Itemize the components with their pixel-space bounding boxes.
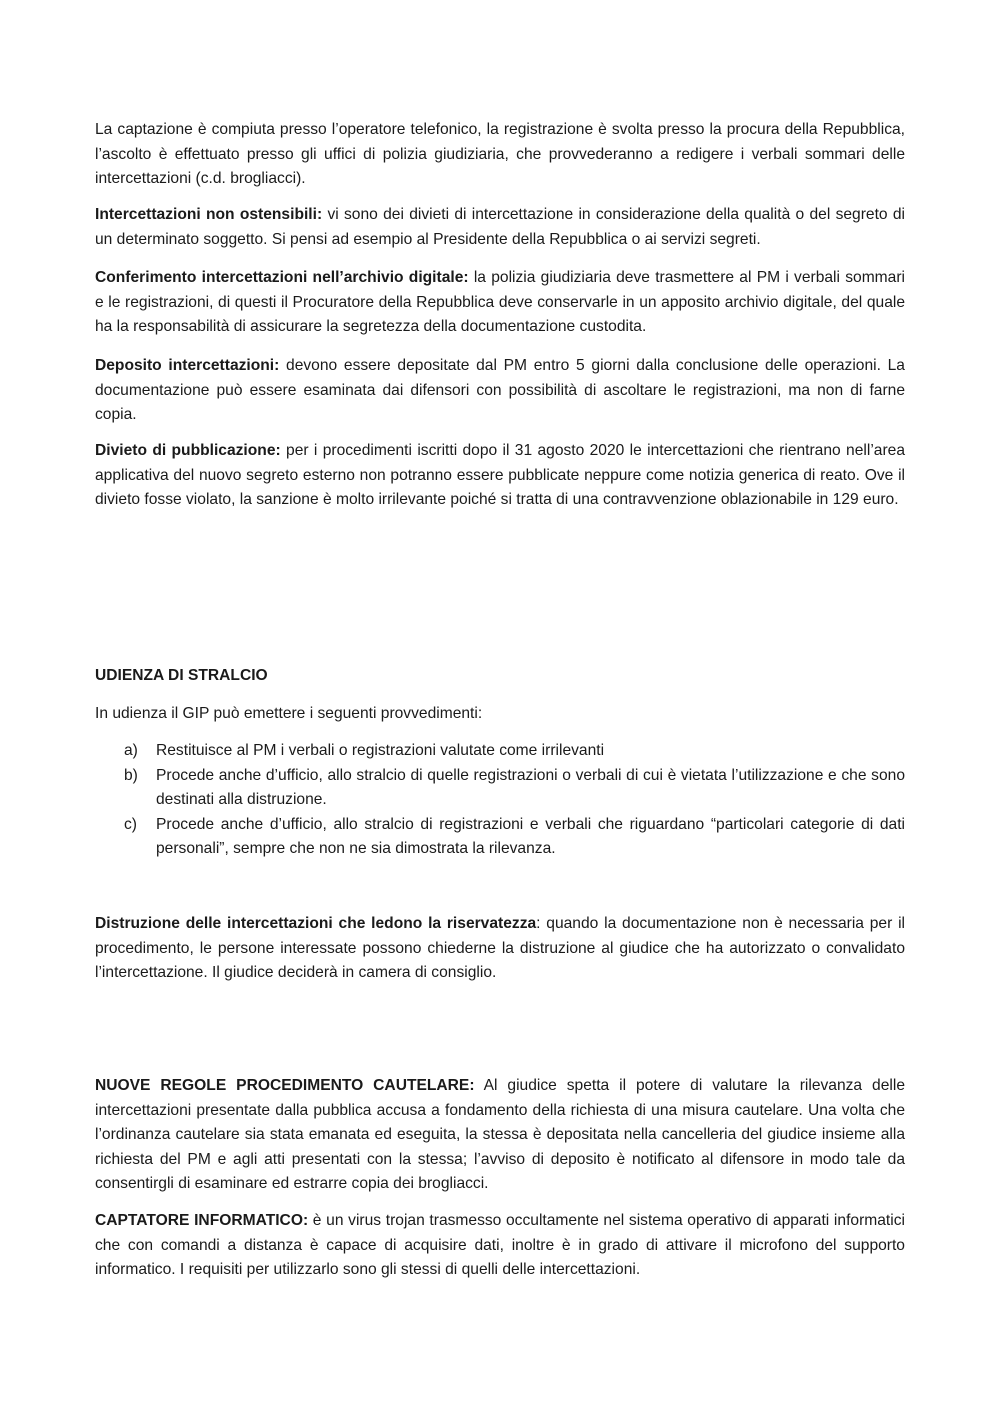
paragraph-title: Distruzione delle intercettazioni che ledono la riservatezza xyxy=(95,915,537,932)
list-item xyxy=(95,813,905,862)
paragraph-distruzione xyxy=(95,912,905,986)
list-item xyxy=(95,764,905,813)
paragraph-cautelare xyxy=(95,1074,905,1197)
paragraph-title: NUOVE REGOLE PROCEDIMENTO CAUTELARE: xyxy=(95,1077,475,1094)
list-item xyxy=(95,739,905,764)
paragraph-title: Deposito intercettazioni: xyxy=(95,357,280,374)
paragraph-text: la polizia giudiziaria deve trasmettere al PM i verbali sommari e le registrazioni, di questi il Procuratore della Repubblica deve conservarle in un apposito archivio digitale, del quale ha la responsabilità di assicurare la segretezza della documentazione custodita. xyxy=(95,269,905,335)
paragraph-text: è un virus trojan trasmesso occultamente nel sistema operativo di apparati informatici che con comandi a distanza è capace di acquisire dati, inoltre è in grado di attivare il microfono del supporto informatico. I requisiti per utilizzarlo sono gli stessi di quelli delle intercettazioni. xyxy=(95,1212,905,1278)
list-item-text: Procede anche d’ufficio, allo stralcio di registrazioni e verbali che riguardano “particolari categorie di dati personali”, sempre che non ne sia dimostrata la rilevanza. xyxy=(156,815,905,857)
paragraph-captatore xyxy=(95,1209,905,1283)
paragraph-title: Divieto di pubblicazione: xyxy=(95,442,281,459)
paragraph-deposito xyxy=(95,354,905,428)
list-marker: a) xyxy=(124,742,138,759)
list-marker: c) xyxy=(124,815,137,833)
paragraph-text: per i procedimenti iscritti dopo il 31 agosto 2020 le intercettazioni che rientrano nell’area applicativa del nuovo segreto esterno non potranno essere pubblicate neppure come notizia generica di reato. Ove il divieto fosse violato, la sanzione è molto irrilevante poiché si tratta di una contravvenzione oblazionabile in 129 euro. xyxy=(95,442,905,508)
section-heading-stralcio: UDIENZA DI STRALCIO xyxy=(95,667,268,684)
paragraph-captazione xyxy=(95,118,905,192)
paragraph-text: : quando la documentazione non è necessaria per il procedimento, le persone interessate possono chiederne la distruzione al giudice che ha autorizzato o convalidato l’intercettazione. Il giudice deciderà in camera di consiglio. xyxy=(95,915,905,981)
list-item-text: Restituisce al PM i verbali o registrazioni valutate come irrilevanti xyxy=(156,742,605,759)
paragraph-conferimento xyxy=(95,266,905,340)
paragraph-non-ostensibili xyxy=(95,203,905,252)
stralcio-list xyxy=(95,739,905,862)
stralcio-intro: In udienza il GIP può emettere i seguenti provvedimenti: xyxy=(95,705,483,722)
paragraph-text: devono essere depositate dal PM entro 5 giorni dalla conclusione delle operazioni. La documentazione può essere esaminata dai difensori con possibilità di ascoltare le registrazioni, ma non di farne copia. xyxy=(95,357,905,423)
paragraph-title: Conferimento intercettazioni nell’archivio digitale: xyxy=(95,269,469,286)
paragraph-text: vi sono dei divieti di intercettazione in considerazione della qualità o del segreto di un determinato soggetto. Si pensi ad esempio al Presidente della Repubblica o ai servizi segreti. xyxy=(95,206,905,248)
paragraph-title: CAPTATORE INFORMATICO: xyxy=(95,1212,309,1229)
paragraph-divieto xyxy=(95,439,905,513)
paragraph-title: Intercettazioni non ostensibili: xyxy=(95,206,323,223)
list-item-text: Procede anche d’ufficio, allo stralcio di quelle registrazioni o verbali di cui è vietata l’utilizzazione e che sono destinati alla distruzione. xyxy=(156,766,905,808)
list-marker: b) xyxy=(124,766,138,784)
paragraph-text: Al giudice spetta il potere di valutare la rilevanza delle intercettazioni presentate dalla pubblica accusa a fondamento della richiesta di una misura cautelare. Una volta che l’ordinanza cautelare sia stata emanata ed eseguita, la stessa è depositata nella cancelleria del giudice insieme alla richiesta del PM e agli atti presentati con la stessa; l’avviso di deposito è notificato al difensore in modo tale da consentirgli di esaminare ed estrarre copia dei brogliacci. xyxy=(95,1077,905,1192)
paragraph-text: La captazione è compiuta presso l’operatore telefonico, la registrazione è svolta presso la procura della Repubblica, l’ascolto è effettuato presso gli uffici di polizia giudiziaria, che provvederanno a redigere i verbali sommari delle intercettazioni (c.d. brogliacci). xyxy=(95,121,905,187)
